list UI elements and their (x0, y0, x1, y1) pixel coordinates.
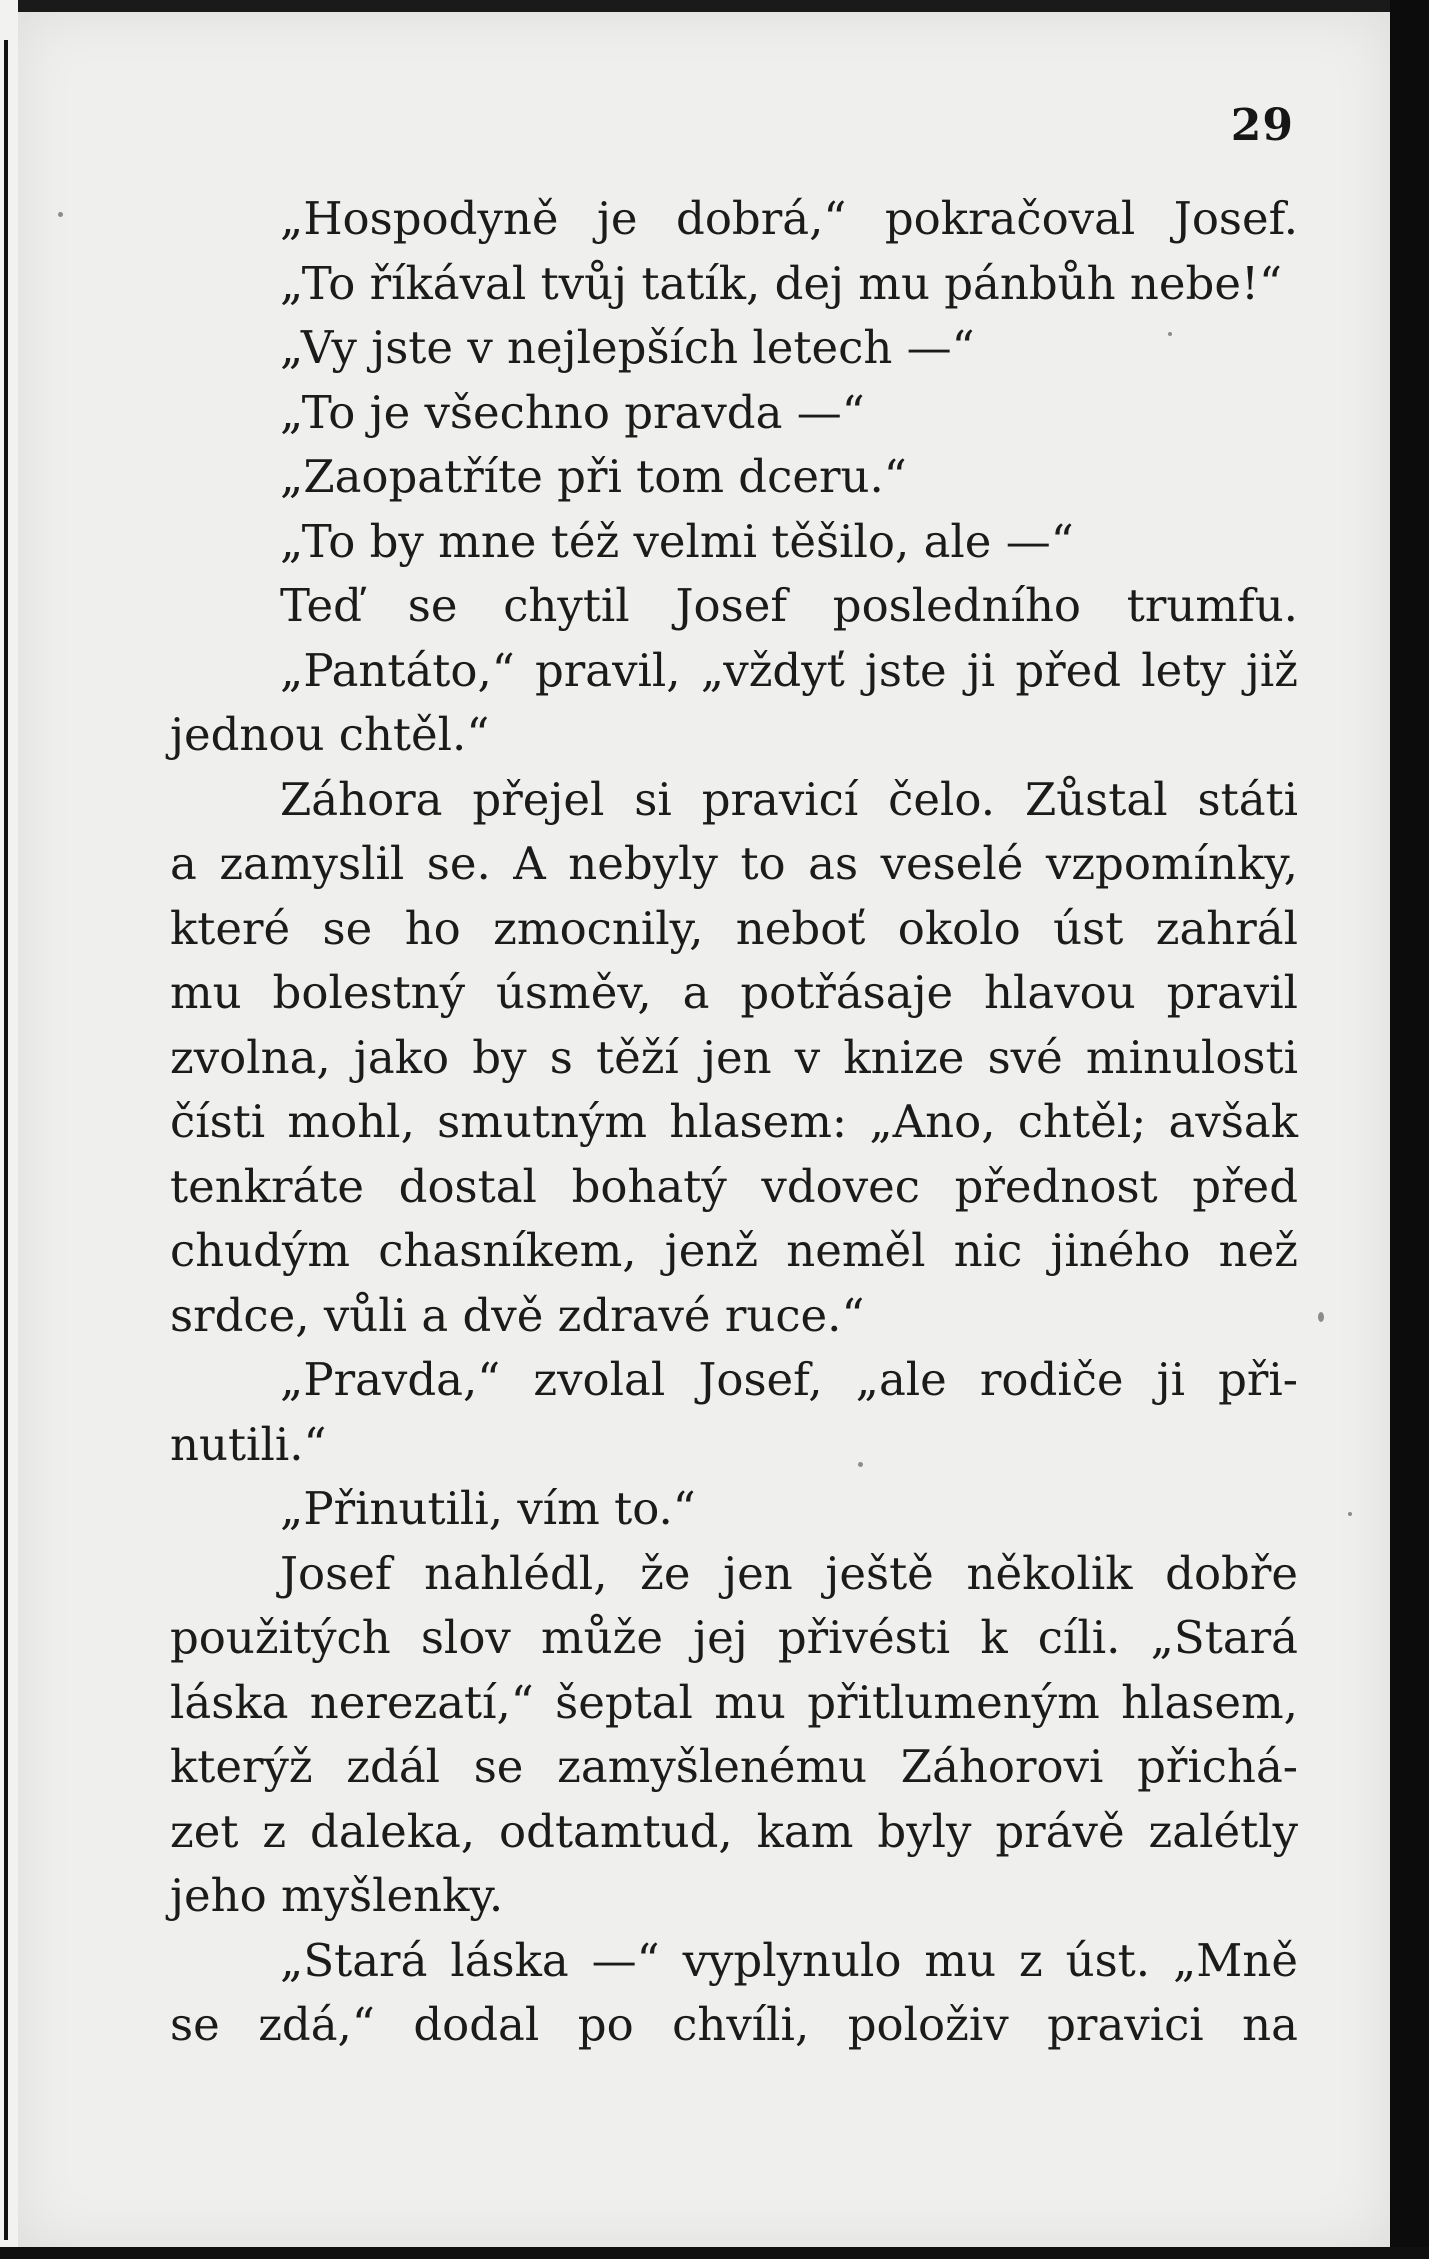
text-line: „Pravda,“ zvolal Josef, „ale rodiče ji při- (280, 1353, 1298, 1406)
text-line: čísti mohl, smutným hlasem: „Ano, chtěl; avšak (170, 1095, 1298, 1148)
text-line: které se ho zmocnily, neboť okolo úst zahrál (170, 901, 1298, 955)
paper-speck (1318, 1312, 1324, 1322)
page-number: 29 (1230, 100, 1294, 151)
text-line: Teď se chytil Josef posledního trumfu. (280, 579, 1298, 632)
text-line: srdce, vůli a dvě zdravé ruce.“ (170, 1288, 865, 1342)
text-line: mu bolestný úsměv, a potřásaje hlavou pravil (170, 966, 1298, 1019)
paper-speck (58, 212, 63, 217)
paper-speck (1348, 1512, 1352, 1516)
text-line: zvolna, jako by s těží jen v knize své minulosti (170, 1030, 1298, 1084)
text-line: „Hospodyně je dobrá,“ pokračoval Josef. (280, 192, 1298, 245)
text-line: tenkráte dostal bohatý vdovec přednost před (170, 1159, 1298, 1213)
text-line: a zamyslil se. A nebyly to as veselé vzpomínky, (170, 837, 1298, 890)
text-line: nutili.“ (170, 1417, 327, 1471)
page-right-edge (1390, 0, 1429, 2259)
text-line: jednou chtěl.“ (170, 708, 490, 761)
book-page (18, 12, 1390, 2248)
text-line: láska nerezatí,“ šeptal mu přitlumeným hlasem, (170, 1675, 1298, 1729)
text-line: použitých slov může jej přivésti k cíli. „Stará (170, 1611, 1298, 1664)
text-line: „Pantáto,“ pravil, „vždyť jste ji před lety již (280, 643, 1298, 697)
text-line: „To říkával tvůj tatík, dej mu pánbůh nebe!“ (280, 256, 1283, 310)
text-line: „To je všechno pravda —“ (280, 385, 865, 439)
text-line: „Stará láska —“ vyplynulo mu z úst. „Mně (280, 1933, 1298, 1987)
text-line: zet z daleka, odtamtud, kam byly právě zalétly (170, 1804, 1298, 1858)
text-line: Josef nahlédl, že jen ještě několik dobře (280, 1546, 1298, 1600)
text-line: „Vy jste v nejlepších letech —“ (280, 321, 975, 374)
body-text (170, 187, 1298, 2058)
page-bottom-edge (0, 2247, 1429, 2259)
text-line: chudým chasníkem, jenž neměl nic jiného než (170, 1224, 1298, 1277)
text-line: jeho myšlenky. (170, 1869, 504, 1922)
text-line: „To by mne též velmi těšilo, ale —“ (280, 514, 1074, 568)
text-line: „Přinutili, vím to.“ (280, 1482, 696, 1535)
text-line: Záhora přejel si pravicí čelo. Zůstal státi (280, 772, 1298, 826)
text-line: kterýž zdál se zamyšlenému Záhorovi přichá- (170, 1740, 1298, 1793)
text-line: „Zaopatříte při tom dceru.“ (280, 450, 907, 503)
text-line: se zdá,“ dodal po chvíli, položiv pravici na (170, 1998, 1298, 2051)
page-left-edge (0, 0, 18, 2259)
